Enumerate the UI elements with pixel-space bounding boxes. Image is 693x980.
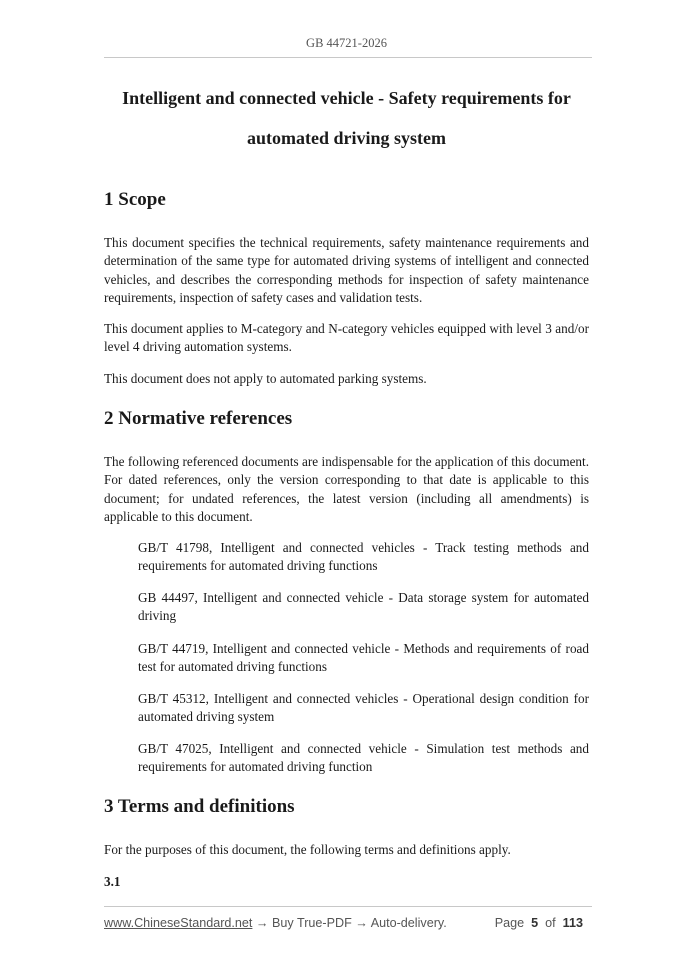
scope-paragraph: This document does not apply to automated parking systems.	[104, 371, 427, 386]
footer-promo	[104, 916, 447, 930]
page-of-label: of	[545, 916, 556, 930]
title-line-2: automated driving system	[247, 128, 446, 148]
document-title	[90, 78, 603, 158]
section-heading-normative-references: 2 Normative references	[104, 408, 293, 429]
title-line-1: Intelligent and connected vehicle - Safety requirements for	[122, 88, 571, 108]
reference-item: GB/T 47025, Intelligent and connected vehicle - Simulation test methods and requirements for automated driving function	[138, 741, 589, 775]
section-heading-scope: 1 Scope	[104, 189, 166, 210]
arrow-right-icon: →	[255, 916, 269, 930]
normative-references-intro: The following referenced documents are indispensable for the application of this document. For dated references, only the version corresponding to that date is applicable to this document; for undated references, the latest version (including all amendments) is applicable to this document.	[104, 454, 589, 525]
page-total: 113	[562, 916, 583, 930]
buy-pdf-text: Buy True-PDF	[272, 916, 352, 930]
document-number-header: GB 44721-2026	[306, 36, 387, 50]
page-current: 5	[531, 916, 539, 930]
arrow-right-icon: →	[355, 916, 368, 930]
clause-number: 3.1	[104, 874, 121, 889]
reference-item: GB/T 45312, Intelligent and connected vehicles - Operational design condition for automated driving system	[138, 691, 589, 725]
footer-divider	[104, 906, 592, 907]
website-link[interactable]: www.ChineseStandard.net	[104, 916, 253, 930]
page-indicator	[495, 916, 583, 930]
delivery-text: Auto-delivery.	[370, 916, 447, 930]
section-heading-terms-definitions: 3 Terms and definitions	[104, 796, 295, 817]
page-label: Page	[494, 916, 525, 930]
header-divider	[104, 57, 592, 58]
reference-item: GB/T 41798, Intelligent and connected vehicles - Track testing methods and requirements for automated driving functions	[138, 540, 589, 574]
reference-item: GB 44497, Intelligent and connected vehicle - Data storage system for automated driving	[138, 590, 589, 624]
scope-paragraph: This document applies to M-category and N-category vehicles equipped with level 3 and/or level 4 driving automation systems.	[104, 321, 589, 355]
reference-item: GB/T 44719, Intelligent and connected vehicle - Methods and requirements of road test for automated driving functions	[138, 641, 589, 675]
terms-intro: For the purposes of this document, the following terms and definitions apply.	[104, 842, 511, 857]
scope-paragraph: This document specifies the technical requirements, safety maintenance requirements and determination of the same type for automated driving systems of intelligent and connected vehicles, and describes the corresponding methods for inspection of safety maintenance requirements, inspection of safety cases and validation tests.	[104, 235, 589, 306]
